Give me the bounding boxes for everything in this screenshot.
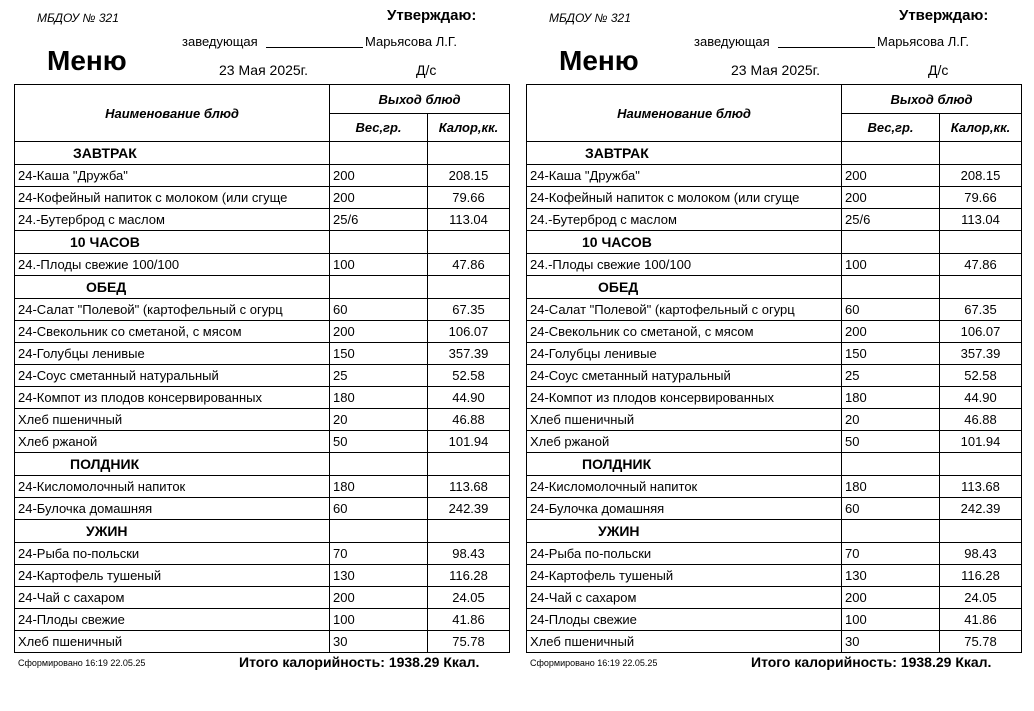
dish-weight: 200	[330, 165, 428, 187]
section-title: 10 ЧАСОВ	[15, 231, 330, 254]
table-row	[527, 431, 1022, 453]
dish-calories: 98.43	[428, 543, 510, 565]
table-row	[527, 498, 1022, 520]
dish-weight: 30	[842, 631, 940, 653]
dish-name: 24-Чай с сахаром	[527, 587, 842, 609]
dish-name: 24-Булочка домашняя	[527, 498, 842, 520]
dish-calories: 47.86	[428, 254, 510, 276]
dish-name: Хлеб ржаной	[527, 431, 842, 453]
table-row	[527, 631, 1022, 653]
section-row	[527, 276, 1022, 299]
empty-cell	[330, 276, 428, 299]
section-title: УЖИН	[527, 520, 842, 543]
dish-weight: 180	[330, 387, 428, 409]
dish-calories: 116.28	[940, 565, 1022, 587]
dish-weight: 50	[842, 431, 940, 453]
approve-label: Утверждаю:	[899, 7, 989, 24]
dish-calories: 106.07	[428, 321, 510, 343]
column-header-calories: Калор,кк.	[428, 114, 510, 142]
dish-name: 24.-Плоды свежие 100/100	[15, 254, 330, 276]
empty-cell	[428, 231, 510, 254]
generated-timestamp: Сформировано 16:19 22.05.25	[530, 658, 658, 668]
dish-weight: 100	[842, 609, 940, 631]
dish-weight: 200	[842, 165, 940, 187]
total-calories: Итого калорийность: 1938.29 Ккал.	[239, 654, 480, 670]
table-row	[527, 409, 1022, 431]
menu-table	[526, 84, 1022, 653]
dish-calories: 106.07	[940, 321, 1022, 343]
section-row	[15, 276, 510, 299]
section-row	[15, 520, 510, 543]
dish-name: 24-Компот из плодов консервированных	[527, 387, 842, 409]
dish-name: 24-Булочка домашняя	[15, 498, 330, 520]
dish-name: 24-Голубцы ленивые	[15, 343, 330, 365]
dish-name: 24-Салат "Полевой" (картофельный с огурц	[527, 299, 842, 321]
dish-calories: 101.94	[428, 431, 510, 453]
dish-name: 24.-Плоды свежие 100/100	[527, 254, 842, 276]
empty-cell	[940, 142, 1022, 165]
head-label: заведующая	[694, 34, 770, 49]
dish-calories: 113.68	[428, 476, 510, 498]
menu-sheet-right	[512, 0, 1024, 711]
dish-name: Хлеб ржаной	[15, 431, 330, 453]
dish-calories: 113.04	[940, 209, 1022, 231]
table-row	[527, 299, 1022, 321]
column-header-weight: Вес,гр.	[330, 114, 428, 142]
table-row	[15, 254, 510, 276]
dish-calories: 67.35	[940, 299, 1022, 321]
empty-cell	[428, 142, 510, 165]
dish-weight: 200	[330, 587, 428, 609]
dish-name: Хлеб пшеничный	[527, 631, 842, 653]
dish-weight: 60	[330, 498, 428, 520]
dish-name: Хлеб пшеничный	[15, 409, 330, 431]
table-header-row	[527, 85, 1022, 114]
dish-name: 24-Кофейный напиток с молоком (или сгуще	[527, 187, 842, 209]
organization-name: МБДОУ № 321	[37, 11, 119, 25]
dish-calories: 75.78	[940, 631, 1022, 653]
dish-name: 24.-Бутерброд с маслом	[527, 209, 842, 231]
menu-sheet-left	[0, 0, 512, 711]
dish-weight: 130	[842, 565, 940, 587]
dish-weight: 25	[330, 365, 428, 387]
empty-cell	[842, 276, 940, 299]
dish-calories: 46.88	[428, 409, 510, 431]
dish-weight: 150	[330, 343, 428, 365]
menu-date: 23 Мая 2025г.	[219, 62, 308, 78]
dish-name: 24-Компот из плодов консервированных	[15, 387, 330, 409]
table-row	[527, 343, 1022, 365]
dish-name: 24-Плоды свежие	[15, 609, 330, 631]
dish-name: 24-Голубцы ленивые	[527, 343, 842, 365]
section-row	[527, 231, 1022, 254]
document-type: Д/с	[416, 62, 437, 78]
table-header-row	[15, 85, 510, 114]
dish-name: 24-Каша "Дружба"	[15, 165, 330, 187]
dish-weight: 130	[330, 565, 428, 587]
dish-calories: 44.90	[428, 387, 510, 409]
dish-calories: 242.39	[940, 498, 1022, 520]
dish-weight: 60	[842, 498, 940, 520]
empty-cell	[940, 520, 1022, 543]
dish-weight: 70	[330, 543, 428, 565]
column-header-weight: Вес,гр.	[842, 114, 940, 142]
section-title: 10 ЧАСОВ	[527, 231, 842, 254]
dish-calories: 357.39	[428, 343, 510, 365]
signature-line	[778, 47, 875, 48]
dish-name: 24-Свекольник со сметаной, с мясом	[15, 321, 330, 343]
dish-calories: 24.05	[940, 587, 1022, 609]
section-title: УЖИН	[15, 520, 330, 543]
dish-calories: 116.28	[428, 565, 510, 587]
section-title: ОБЕД	[15, 276, 330, 299]
dish-weight: 50	[330, 431, 428, 453]
dish-weight: 180	[842, 387, 940, 409]
dish-weight: 200	[842, 587, 940, 609]
menu-date: 23 Мая 2025г.	[731, 62, 820, 78]
head-name: Марьясова Л.Г.	[365, 34, 457, 49]
dish-name: 24-Свекольник со сметаной, с мясом	[527, 321, 842, 343]
table-row	[527, 209, 1022, 231]
empty-cell	[842, 142, 940, 165]
dish-calories: 101.94	[940, 431, 1022, 453]
head-label: заведующая	[182, 34, 258, 49]
dish-name: 24-Салат "Полевой" (картофельный с огурц	[15, 299, 330, 321]
table-row	[15, 431, 510, 453]
empty-cell	[842, 520, 940, 543]
column-header-output: Выход блюд	[842, 85, 1022, 114]
dish-calories: 79.66	[940, 187, 1022, 209]
table-row	[527, 587, 1022, 609]
table-row	[15, 187, 510, 209]
table-row	[15, 498, 510, 520]
empty-cell	[842, 453, 940, 476]
approve-label: Утверждаю:	[387, 7, 477, 24]
empty-cell	[940, 276, 1022, 299]
table-row	[15, 209, 510, 231]
document-type: Д/с	[928, 62, 949, 78]
section-row	[527, 142, 1022, 165]
dish-calories: 52.58	[428, 365, 510, 387]
section-title: ПОЛДНИК	[527, 453, 842, 476]
empty-cell	[330, 520, 428, 543]
dish-weight: 200	[842, 321, 940, 343]
dish-weight: 200	[330, 321, 428, 343]
table-row	[15, 343, 510, 365]
empty-cell	[330, 231, 428, 254]
dish-calories: 98.43	[940, 543, 1022, 565]
total-calories: Итого калорийность: 1938.29 Ккал.	[751, 654, 992, 670]
section-row	[15, 453, 510, 476]
dish-weight: 25	[842, 365, 940, 387]
dish-weight: 20	[330, 409, 428, 431]
dish-calories: 75.78	[428, 631, 510, 653]
section-title: ОБЕД	[527, 276, 842, 299]
table-row	[527, 365, 1022, 387]
dish-weight: 150	[842, 343, 940, 365]
section-title: ЗАВТРАК	[15, 142, 330, 165]
dish-weight: 25/6	[842, 209, 940, 231]
empty-cell	[842, 231, 940, 254]
dish-calories: 67.35	[428, 299, 510, 321]
table-row	[527, 543, 1022, 565]
table-row	[527, 165, 1022, 187]
section-row	[15, 231, 510, 254]
dish-calories: 44.90	[940, 387, 1022, 409]
page-title: Меню	[47, 45, 127, 76]
dish-name: 24-Рыба по-польски	[15, 543, 330, 565]
dish-calories: 47.86	[940, 254, 1022, 276]
dish-calories: 41.86	[940, 609, 1022, 631]
dish-calories: 113.04	[428, 209, 510, 231]
dish-name: 24-Рыба по-польски	[527, 543, 842, 565]
dish-name: 24-Соус сметанный натуральный	[15, 365, 330, 387]
dish-calories: 24.05	[428, 587, 510, 609]
empty-cell	[428, 276, 510, 299]
dish-weight: 100	[842, 254, 940, 276]
dish-weight: 200	[842, 187, 940, 209]
dish-calories: 52.58	[940, 365, 1022, 387]
section-title: ЗАВТРАК	[527, 142, 842, 165]
dish-name: 24-Каша "Дружба"	[527, 165, 842, 187]
table-row	[15, 476, 510, 498]
dish-name: 24-Картофель тушеный	[527, 565, 842, 587]
dish-calories: 113.68	[940, 476, 1022, 498]
section-row	[527, 453, 1022, 476]
table-row	[15, 631, 510, 653]
organization-name: МБДОУ № 321	[549, 11, 631, 25]
column-header-output: Выход блюд	[330, 85, 510, 114]
dish-weight: 200	[330, 187, 428, 209]
dish-name: Хлеб пшеничный	[527, 409, 842, 431]
dish-weight: 100	[330, 609, 428, 631]
dish-name: 24-Плоды свежие	[527, 609, 842, 631]
column-header-calories: Калор,кк.	[940, 114, 1022, 142]
table-row	[527, 187, 1022, 209]
dish-weight: 70	[842, 543, 940, 565]
table-row	[15, 387, 510, 409]
dish-weight: 25/6	[330, 209, 428, 231]
dish-calories: 208.15	[428, 165, 510, 187]
table-row	[527, 254, 1022, 276]
signature-line	[266, 47, 363, 48]
dish-weight: 60	[330, 299, 428, 321]
dish-name: 24-Соус сметанный натуральный	[527, 365, 842, 387]
table-row	[527, 476, 1022, 498]
menu-table	[14, 84, 510, 653]
dish-calories: 79.66	[428, 187, 510, 209]
dish-name: 24.-Бутерброд с маслом	[15, 209, 330, 231]
dish-calories: 41.86	[428, 609, 510, 631]
dish-weight: 180	[330, 476, 428, 498]
table-row	[527, 565, 1022, 587]
section-row	[527, 520, 1022, 543]
dish-name: 24-Кисломолочный напиток	[15, 476, 330, 498]
dish-calories: 242.39	[428, 498, 510, 520]
page-title: Меню	[559, 45, 639, 76]
dish-name: 24-Кисломолочный напиток	[527, 476, 842, 498]
column-header-dish-name: Наименование блюд	[527, 85, 842, 142]
table-row	[15, 565, 510, 587]
dish-calories: 208.15	[940, 165, 1022, 187]
dish-calories: 357.39	[940, 343, 1022, 365]
table-row	[15, 321, 510, 343]
section-row	[15, 142, 510, 165]
empty-cell	[428, 453, 510, 476]
dish-calories: 46.88	[940, 409, 1022, 431]
head-name: Марьясова Л.Г.	[877, 34, 969, 49]
table-row	[527, 609, 1022, 631]
table-row	[15, 165, 510, 187]
table-row	[527, 387, 1022, 409]
generated-timestamp: Сформировано 16:19 22.05.25	[18, 658, 146, 668]
table-row	[15, 409, 510, 431]
table-row	[15, 299, 510, 321]
empty-cell	[428, 520, 510, 543]
table-row	[15, 365, 510, 387]
dish-name: Хлеб пшеничный	[15, 631, 330, 653]
dish-weight: 20	[842, 409, 940, 431]
empty-cell	[940, 231, 1022, 254]
dish-name: 24-Кофейный напиток с молоком (или сгуще	[15, 187, 330, 209]
table-row	[527, 321, 1022, 343]
dish-weight: 180	[842, 476, 940, 498]
empty-cell	[940, 453, 1022, 476]
dish-weight: 60	[842, 299, 940, 321]
column-header-dish-name: Наименование блюд	[15, 85, 330, 142]
dish-name: 24-Чай с сахаром	[15, 587, 330, 609]
empty-cell	[330, 453, 428, 476]
dish-name: 24-Картофель тушеный	[15, 565, 330, 587]
table-row	[15, 543, 510, 565]
section-title: ПОЛДНИК	[15, 453, 330, 476]
dish-weight: 30	[330, 631, 428, 653]
table-row	[15, 587, 510, 609]
dish-weight: 100	[330, 254, 428, 276]
empty-cell	[330, 142, 428, 165]
table-row	[15, 609, 510, 631]
